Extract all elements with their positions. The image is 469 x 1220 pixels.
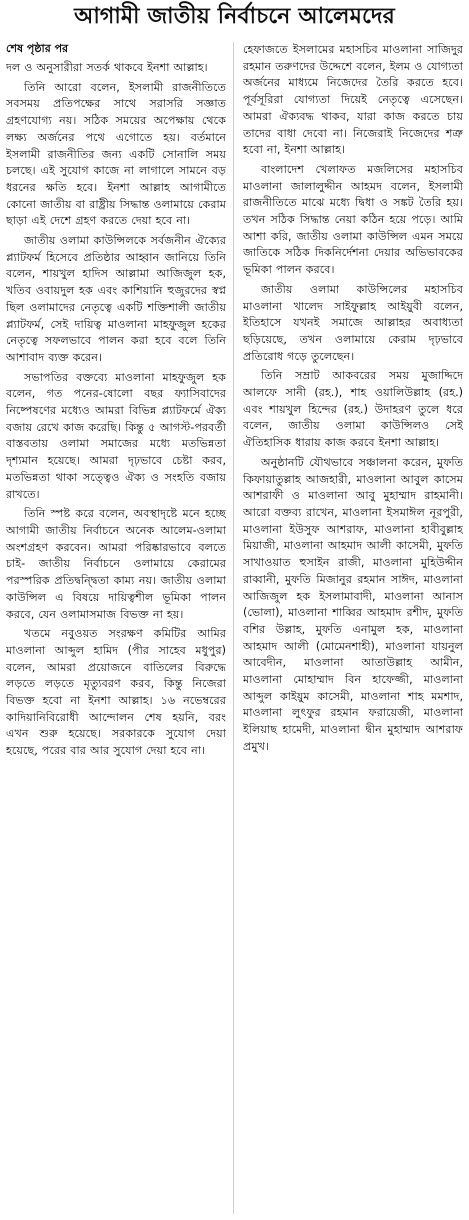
continued-label: শেষ পৃষ্ঠার পর <box>6 42 69 55</box>
paragraph: বাংলাদেশ খেলাফত মজলিসের মহাসচিব মাওলানা জালালুদ্দীন আহমদ বলেন, ইসলামী রাজনীতিতে মাঝে মধ্যে দ্বিধা ও সঙ্কট তৈরি হয়। তখন সঠিক সিদ্ধান্ত নেয়া কঠিন হয়ে পড়ে। আমি আশা করি, জাতীয় ওলামা কাউন্সিল এমন সময়ে জাতিকে সঠিক দিকনির্দেশনা দেয়ার অভিভাবকের ভূমিকা পালন করবে। <box>243 162 463 277</box>
paragraph: খতমে নবুওয়ত সংরক্ষণ কমিটির আমির মাওলানা আব্দুল হামিদ (পীর সাহেব মধুপুর) বলেন, আমরা প্রয়োজনে বাতিলের বিরুদ্ধে লড়তে লড়তে মৃত্যুবরণ করব, কিন্তু নিজেরা বিভক্ত হবো না ইনশা আল্লাহ। ১৬ নভেম্বরের কাদিয়ানিবিরোধী আন্দোলন শেষ হয়নি, বরং এখন শুরু হয়েছে। সরকারকে সুযোগ দেয়া হয়েছে, পরের বার আর সুযোগ দেয়া হবে না। <box>6 627 226 758</box>
column-divider <box>233 42 234 1214</box>
left-column <box>6 42 226 1217</box>
right-column <box>243 42 463 1217</box>
paragraph: দল ও অনুসারীরা সতর্ক থাকবে ইনশা আল্লাহ। <box>6 61 208 74</box>
paragraph: তিনি সম্রাট আকবরের সময় মুজাদ্দিদে আলফে সানী (রহ.), শাহ ওয়ালিউল্লাহ (রহ.) এবং শায়খুল হিন্দের (রহ.) উদাহরণ তুলে ধরে বলেন, জাতীয় ওলামা কাউন্সিলও সেই ঐতিহাসিক ধারায় কাজ করবে ইনশা আল্লাহ। <box>243 369 463 450</box>
paragraph: সভাপতির বক্তব্যে মাওলানা মাহফুজুল হক বলেন, গত পনের-ষোলো বছর ফ্যাসিবাদের নিষ্পেষণের মধ্যেও আমরা বিভিন্ন প্ল্যাটফর্মে ঐক্য বজায় রেখে কাজ করেছি। কিন্তু ৫ আগস্ট-পরবর্তী বাস্তবতায় ওলামা সমাজের মধ্যে মতভিন্নতা দৃশ্যমান হয়েছে। আমরা দৃঢ়ভাবে চেষ্টা করব, মতভিন্নতা থাকা সত্ত্বেও ঐক্য ও সংহতি বজায় রাখতে। <box>6 370 226 501</box>
paragraph: জাতীয় ওলামা কাউন্সিলকে সর্বজনীন ঐক্যের প্ল্যাটফর্ম হিসেবে প্রতিষ্ঠার আহ্বান জানিয়ে তিনি বলেন, শায়খুল হাদিস আল্লামা আজিজুল হক, খতিব ওবায়দুল হক এবং কাশিয়ানি হুজুরদের স্বপ্ন ছিল ওলামাদের নেতৃত্বে একটি শক্তিশালী জাতীয় প্ল্যাটফর্ম, সেই দায়িত্ব মাওলানা মাহফুজুল হকের নেতৃত্বে সফলভাবে পালন করা হবে বলে তিনি আশাবাদ ব্যক্ত করেন। <box>6 234 226 364</box>
paragraph: হেফাজতে ইসলামের মহাসচিব মাওলানা সাজিদুর রহমান তরুণদের উদ্দেশে বলেন, ইলম ও যোগ্যতা অর্জনের মাধ্যমে নিজেদের তৈরি করতে হবে। পূর্বসূরিরা যোগ্যতা দিয়েই নেতৃত্বে এসেছেন। আমরা ঐক্যবদ্ধ থাকব, যারা কাজ করতে চায় তাদের বাধা দেবো না। নিজেরাই নিজেদের শত্রু হবো না, ইনশা আল্লাহ। <box>243 43 463 157</box>
paragraph: তিনি আরো বলেন, ইসলামী রাজনীতিতে সবসময় প্রতিপক্ষের সাথে সরাসরি সজ্ঞাত গ্রহণযোগ্য নয়। সঠিক সময়ের অপেক্ষায় থেকে লক্ষ্য অর্জনের পথে এগোতে হয়। বর্তমানে ইসলামী রাজনীতির জন্য একটি সোনালি সময় চলছে। এই সুযোগ কাজে না লাগালে সামনে বড় ধরনের ক্ষতি হবে। ইনশা আল্লাহ আগামীতে কোনো জাতীয় বা রাষ্ট্রীয় সিদ্ধান্ত ওলামায়ে কেরাম ছাড়া এই দেশে গ্রহণ করতে দেয়া হবে না। <box>6 80 226 228</box>
paragraph: অনুষ্ঠানটি যৌথভাবে সঞ্চালনা করেন, মুফতি কিফায়াতুল্লাহ আজহারী, মাওলানা আবুল কাসেম আশরাফী ও মাওলানা আবু মুহাম্মাদ রাহমানী। আরো বক্তব্য রাখেন, মাওলানা ইসমাঈল নূরপুরী, মাওলানা ইউসুফ আশরাফ, মাওলানা হাবীবুল্লাহ মিয়াজী, মাওলানা আহমাদ আলী কাসেমী, মুফতি সাখাওয়াত হুসাইন রাজী, মাওলানা মুহিউদ্দীন রাব্বানী, মুফতি মিজানুর রহমান সাঈদ, মাওলানা আজিজুল হক ইসলামাবাদী, মাওলানা আনাস (ভোলা), মাওলানা শাব্বির আহমাদ রশীদ, মুফতি বশির উল্লাহ, মুফতি এনামুল হক, মাওলানা আহমাদ আলী (মোমেনশাহী), মাওলানা যায়নুল আবেদীন, মাওলানা আতাউল্লাহ আমীন, মাওলানা মোহাম্মাদ বিন হাফেজ্জী, মাওলানা আব্দুল কাইয়ুম কাসেমী, মাওলানা শাহ মমশাদ, মাওলানা লুৎফুর রহমান ফরায়েজী, মাওলানা ইলিয়াছ হামেদী, মাওলানা দ্বীন মুহাম্মাদ আশরাফ প্রমুখ। <box>243 455 463 753</box>
paragraph: তিনি স্পষ্ট করে বলেন, অবস্থাদৃষ্টে মনে হচ্ছে আগামী জাতীয় নির্বাচনে অনেক আলেম-ওলামা অংশগ্রহণ করবেন। আমরা পরিষ্কারভাবে বলতে চাই- জাতীয় নির্বাচনে ওলামায়ে কেরামের পরস্পরিক প্রতিদ্বন্দ্বিতা কাম্য নয়। জাতীয় ওলামা কাউন্সিল এ বিষয়ে দায়িত্বশীল ভূমিকা পালন করবে, যেন ওলামাসমাজ বিভক্ত না হয়। <box>6 507 226 621</box>
paragraph: জাতীয় ওলামা কাউন্সিলের মহাসচিব মাওলানা খালেদ সাইফুল্লাহ আইয়ুবী বলেন, ইতিহাসে যখনই সমাজে আল্লাহর অবাধ্যতা ছড়িয়েছে, তখন ওলামায়ে কেরাম দৃঢ়ভাবে প্রতিরোধ গড়ে তুলেছেন। <box>243 282 463 363</box>
article-headline: আগামী জাতীয় নির্বাচনে আলেমদের <box>74 4 395 29</box>
